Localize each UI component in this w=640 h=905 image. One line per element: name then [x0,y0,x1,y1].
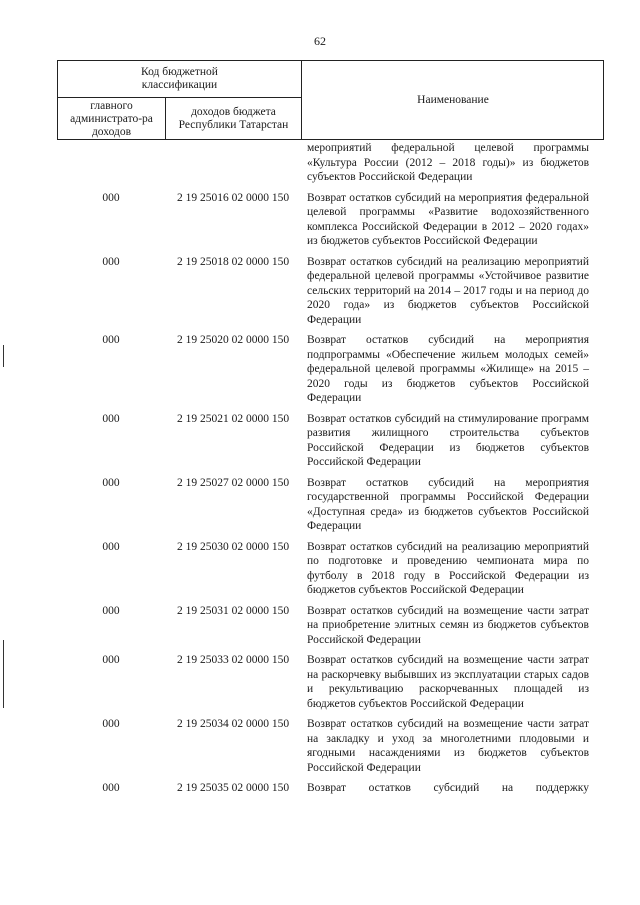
admin-code-cell: 000 [102,540,120,553]
table-row [57,191,604,249]
table-row [57,476,604,534]
table-row [57,653,604,711]
revenue-code-cell: 2 19 25020 02 0000 150 [176,334,290,346]
admin-code-cell: 000 [102,718,120,730]
admin-code-cell: 000 [102,782,120,794]
revenue-code-cell: 2 19 25018 02 0000 150 [176,255,290,268]
revenue-code-cell: 2 19 25034 02 0000 150 [176,718,290,730]
table-row [57,255,604,328]
admin-code-cell: 000 [102,255,120,268]
scan-edge-mark [3,345,4,367]
admin-code-cell: 000 [102,476,120,489]
table-row [57,141,604,185]
header-budget-code-label: Код бюджетной классификации [141,66,218,91]
header-chief-admin [58,98,166,140]
revenue-code-cell: 2 19 25030 02 0000 150 [176,540,290,553]
table-row [57,412,604,470]
header-revenue-rt-label: доходов бюджета Республики Татарстан [178,106,289,131]
revenue-code-cell: 2 19 25033 02 0000 150 [176,654,290,666]
name-cell: Возврат остатков субсидий на стимулирование программ развития жилищного строительства субъектов Российской Федерации из бюджетов субъектов Российской Федерации [307,412,589,468]
name-cell: Возврат остатков субсидий на возмещение части затрат на раскорчевку выбывших из эксплуатации старых садов и рекультивацию раскорчеванных площадей из бюджетов субъектов Российской Федерации [307,654,589,710]
name-cell: Возврат остатков субсидий на мероприятия подпрограммы «Обеспечение жильем молодых семей» федеральной целевой программы «Жилище» на 2015 – 2020 годы из бюджетов субъектов Российской Федерации [307,334,589,404]
table-row [57,604,604,648]
header-chief-admin-label: главного администрато-ра доходов [70,99,153,138]
table-row [57,540,604,598]
table-header [57,60,604,140]
header-budget-code [58,61,302,98]
admin-code-cell: 000 [102,191,120,204]
table-body [57,141,604,796]
admin-code-cell: 000 [102,334,120,346]
page-number: 62 [314,34,326,48]
name-cell: Возврат остатков субсидий на возмещение части затрат на закладку и уход за многолетними плодовыми и ягодными насаждениями из бюджетов субъектов Российской Федерации [307,718,589,774]
admin-code-cell: 000 [102,654,120,666]
table-row [57,781,604,796]
revenue-code-cell: 2 19 25021 02 0000 150 [176,412,290,425]
name-cell: мероприятий федеральной целевой программы «Культура России (2012 – 2018 годы)» из бюджетов субъектов Российской Федерации [307,142,589,183]
revenue-code-cell: 2 19 25031 02 0000 150 [176,604,290,617]
admin-code-cell: 000 [102,412,120,425]
scan-edge-mark [3,640,4,708]
revenue-code-cell: 2 19 25035 02 0000 150 [176,782,290,794]
revenue-code-cell: 2 19 25016 02 0000 150 [176,191,290,204]
name-cell: Возврат остатков субсидий на возмещение части затрат на приобретение элитных семян из бюджетов субъектов Российской Федерации [307,604,589,646]
name-cell: Возврат остатков субсидий на мероприятия государственной программы Российской Федерации «Доступная среда» из бюджетов субъектов Российской Федерации [307,476,589,532]
name-cell: Возврат остатков субсидий на мероприятия федеральной целевой программы «Развитие водохозяйственного комплекса Российской Федерации в 2012 – 2020 годах» из бюджетов субъектов Российской Федерации [307,191,589,247]
revenue-code-cell: 2 19 25027 02 0000 150 [176,476,290,489]
name-cell: Возврат остатков субсидий на реализацию мероприятий по подготовке и проведению чемпионата мира по футболу в 2018 году в Российской Федерации из бюджетов субъектов Российской Федерации [307,540,589,596]
header-name [302,61,604,140]
name-cell: Возврат остатков субсидий на реализацию мероприятий федеральной целевой программы «Устойчивое развитие сельских территорий на 2014 – 2017 годы и на период до 2020 года» из бюджетов субъектов Российской Федерации [307,255,589,326]
table-row [57,717,604,775]
table-row [57,333,604,406]
name-cell: Возврат остатков субсидий на поддержку [307,782,589,794]
header-revenue-rt [166,98,302,140]
admin-code-cell: 000 [102,604,120,617]
header-name-label: Наименование [417,94,489,106]
